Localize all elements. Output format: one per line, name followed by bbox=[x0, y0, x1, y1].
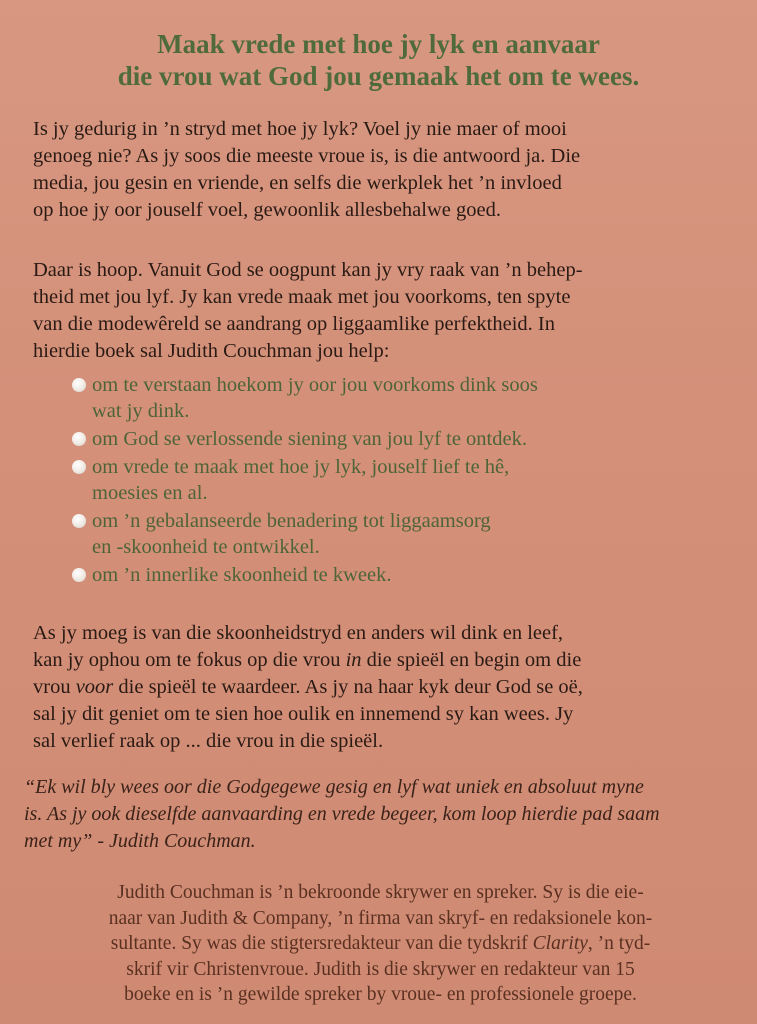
text-line: theid met jou lyf. Jy kan vrede maak met jou voorkoms, ten spyte bbox=[33, 286, 571, 308]
headline bbox=[20, 28, 737, 92]
text-line: Is jy gedurig in ’n stryd met hoe jy lyk? Voel jy nie maer of mooi bbox=[33, 118, 567, 140]
text-line: sal verlief raak op ... die vrou in die spieël. bbox=[33, 730, 384, 752]
bullet-text: wat jy dink. bbox=[92, 400, 190, 422]
bullet-text: en -skoonheid te ontwikkel. bbox=[92, 536, 320, 558]
bullet-item bbox=[72, 454, 722, 506]
quote-line: is. As jy ook dieselfde aanvaarding en vrede begeer, kom loop hierdie pad saam bbox=[24, 803, 660, 825]
bullet-dot-icon bbox=[72, 460, 86, 474]
bio-line: skrif vir Christenvroue. Judith is die skrywer en redakteur van 15 bbox=[126, 958, 635, 980]
text-line: van die modewêreld se aandrang op liggaamlike perfektheid. In bbox=[33, 313, 555, 335]
bullet-item bbox=[72, 508, 722, 560]
bullet-dot-icon bbox=[72, 514, 86, 528]
bullet-dot-icon bbox=[72, 432, 86, 446]
text-line: kan jy ophou om te fokus op die vrou in die spieël en begin om die bbox=[33, 649, 582, 671]
bullet-text: om God se verlossende siening van jou lyf te ontdek. bbox=[92, 428, 527, 450]
text-line: hierdie boek sal Judith Couchman jou help: bbox=[33, 340, 390, 362]
bullet-list bbox=[72, 372, 722, 590]
text-line: As jy moeg is van die skoonheidstryd en anders wil dink en leef, bbox=[33, 622, 564, 644]
bio-line: Judith Couchman is ’n bekroonde skrywer en spreker. Sy is die eie- bbox=[117, 882, 644, 903]
paragraph-intro bbox=[33, 116, 733, 224]
text-line: sal jy dit geniet om te sien hoe oulik en innemend sy kan wees. Jy bbox=[33, 703, 574, 725]
headline-line-2: die vrou wat God jou gemaak het om te wees. bbox=[117, 61, 640, 91]
bullet-text: om ’n gebalanseerde benadering tot liggaamsorg bbox=[92, 510, 491, 532]
quote-line: met my” - Judith Couchman. bbox=[24, 830, 256, 852]
author-quote bbox=[24, 774, 739, 855]
bullet-item bbox=[72, 562, 722, 588]
paragraph-mirror bbox=[33, 620, 733, 755]
bullet-text: om vrede te maak met hoe jy lyk, jouself lief te hê, bbox=[92, 456, 510, 478]
bullet-text: om ’n innerlike skoonheid te kweek. bbox=[92, 564, 392, 586]
text-line: media, jou gesin en vriende, en selfs die werkplek het ’n invloed bbox=[33, 172, 562, 194]
text-line: Daar is hoop. Vanuit God se oogpunt kan jy vry raak van ’n behep- bbox=[33, 259, 583, 281]
bio-line: naar van Judith & Company, ’n firma van skryf- en redaksionele kon- bbox=[108, 907, 653, 929]
bio-line: boeke en is ’n gewilde spreker by vroue- en professionele groepe. bbox=[124, 984, 637, 1005]
headline-line-1: Maak vrede met hoe jy lyk en aanvaar bbox=[157, 29, 600, 59]
text-line: vrou voor die spieël te waardeer. As jy na haar kyk deur God se oë, bbox=[33, 676, 583, 698]
bullet-dot-icon bbox=[72, 568, 86, 582]
bullet-dot-icon bbox=[72, 378, 86, 392]
bullet-text: om te verstaan hoekom jy oor jou voorkoms dink soos bbox=[92, 374, 538, 396]
author-bio bbox=[28, 880, 733, 1008]
bullet-item bbox=[72, 426, 722, 452]
quote-line: “Ek wil bly wees oor die Godgegewe gesig en lyf wat uniek en absoluut myne bbox=[24, 776, 644, 798]
paragraph-hope bbox=[33, 257, 733, 365]
bullet-item bbox=[72, 372, 722, 424]
text-line: genoeg nie? As jy soos die meeste vroue is, is die antwoord ja. Die bbox=[33, 145, 581, 167]
bio-line: sultante. Sy was die stigtersredakteur van die tydskrif Clarity, ’n tyd- bbox=[110, 933, 651, 954]
bullet-text: moesies en al. bbox=[92, 482, 208, 504]
text-line: op hoe jy oor jouself voel, gewoonlik allesbehalwe goed. bbox=[33, 199, 501, 221]
